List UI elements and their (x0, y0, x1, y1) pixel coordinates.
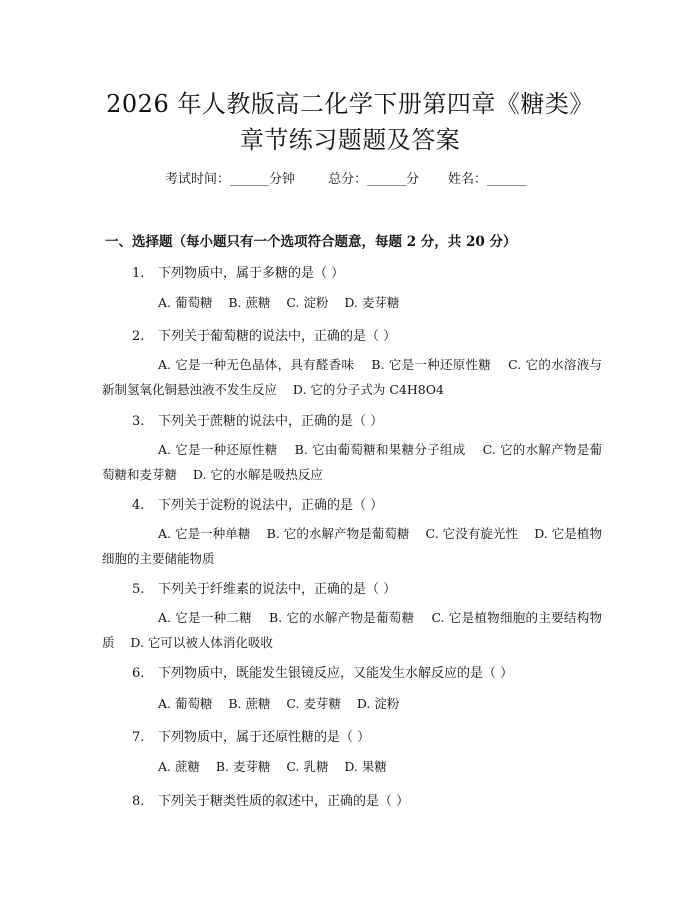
question-text: 下列关于淀粉的说法中，正确的是（ ） (158, 498, 384, 513)
question-stem (132, 494, 383, 513)
exam-info-line (165, 168, 526, 187)
question-options (102, 352, 602, 402)
question-stem (132, 325, 396, 344)
question-stem (132, 726, 370, 745)
question-number: 8. (132, 794, 145, 809)
question-number: 3. (132, 414, 145, 429)
document-title-line-1: 2026 年人教版高二化学下册第四章《糖类》 (106, 90, 594, 118)
question-options: A. 葡萄糖 B. 蔗糖 C. 麦芽糖 D. 淀粉 (158, 696, 400, 711)
question-options (102, 521, 602, 571)
question-stem (132, 262, 344, 281)
student-name-label: 姓名：______ (448, 172, 527, 187)
question-options: A. 蔗糖 B. 麦芽糖 C. 乳糖 D. 果糖 (158, 759, 387, 774)
question-number: 6. (132, 666, 145, 681)
question-stem (132, 790, 409, 809)
question-number: 4. (132, 498, 145, 513)
question-options: A. 葡萄糖 B. 蔗糖 C. 淀粉 D. 麦芽糖 (158, 295, 400, 310)
question-options (102, 605, 602, 655)
question-text: 下列物质中，既能发生银镜反应，又能发生水解反应的是（ ） (158, 666, 514, 681)
question-number: 5. (132, 582, 145, 597)
question-options (102, 437, 602, 487)
document-title-line-2: 章节练习题题及答案 (239, 126, 461, 154)
question-options-text: A. 它是一种二糖 B. 它的水解产物是葡萄糖 C. 它是植物细胞的主要结构物质 D. 它可以被人体消化吸收 (102, 610, 602, 650)
question-number: 2. (132, 329, 145, 344)
question-text: 下列关于糖类性质的叙述中，正确的是（ ） (158, 794, 410, 809)
question-options-text: A. 它是一种无色晶体，具有醛香味 B. 它是一种还原性糖 C. 它的水溶液与新制氢氧化铜悬浊液不发生反应 D. 它的分子式为 C4H8O4 (102, 357, 602, 397)
question-number: 1. (132, 266, 145, 281)
question-text: 下列关于蔗糖的说法中，正确的是（ ） (158, 414, 384, 429)
exam-score-label: 总分：______分 (328, 172, 420, 187)
question-text: 下列物质中，属于多糖的是（ ） (158, 266, 345, 281)
question-stem (132, 410, 383, 429)
question-stem (132, 662, 513, 681)
question-stem (132, 578, 396, 597)
exam-time-label: 考试时间：______分钟 (165, 172, 296, 187)
section-heading-multiple-choice: 一、选择题（每小题只有一个选项符合题意，每题 2 分，共 20 分） (105, 234, 517, 250)
question-number: 7. (132, 730, 145, 745)
question-options-text: A. 它是一种单糖 B. 它的水解产物是葡萄糖 C. 它没有旋光性 D. 它是植物细胞的主要储能物质 (102, 526, 602, 566)
question-options-text: A. 它是一种还原性糖 B. 它由葡萄糖和果糖分子组成 C. 它的水解产物是葡萄糖和麦芽糖 D. 它的水解是吸热反应 (102, 442, 602, 482)
question-text: 下列关于葡萄糖的说法中，正确的是（ ） (158, 329, 397, 344)
question-text: 下列关于纤维素的说法中，正确的是（ ） (158, 582, 397, 597)
question-text: 下列物质中，属于还原性糖的是（ ） (158, 730, 371, 745)
